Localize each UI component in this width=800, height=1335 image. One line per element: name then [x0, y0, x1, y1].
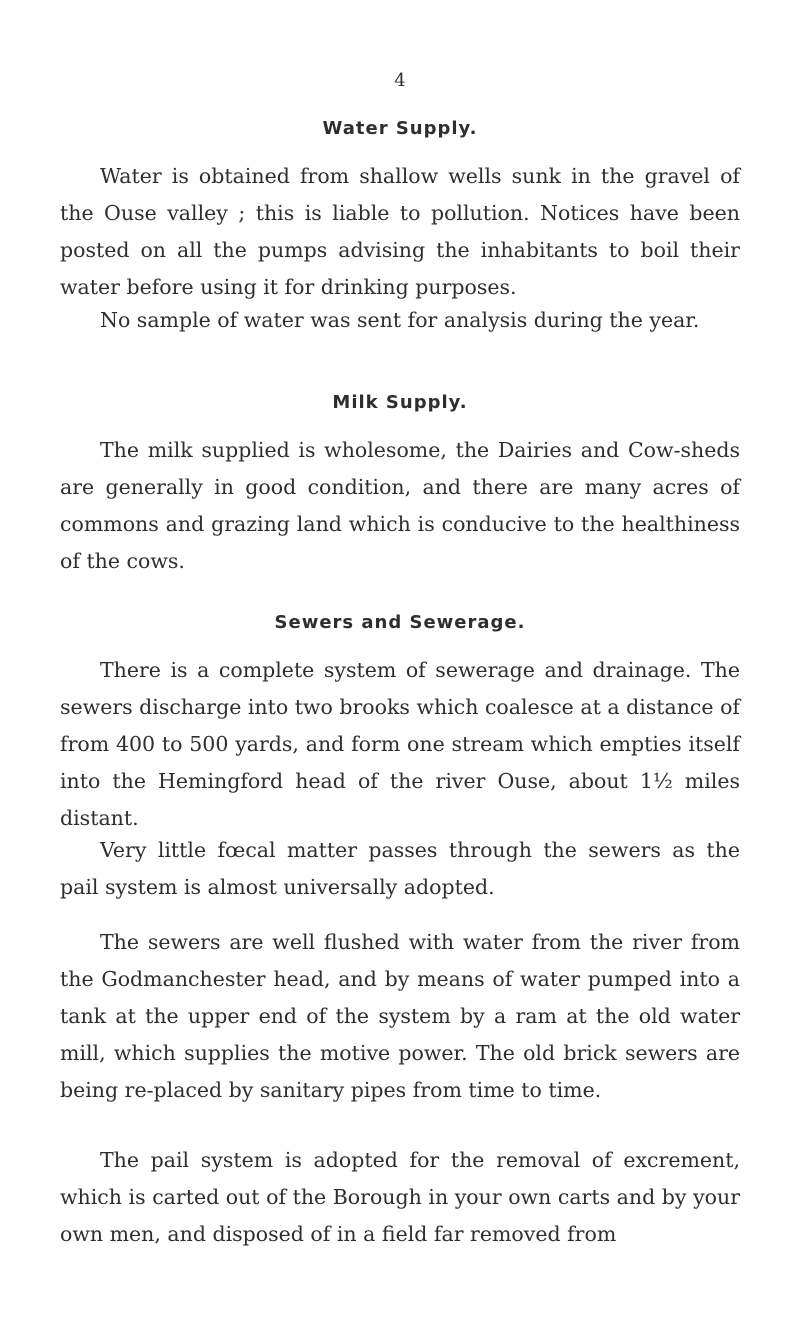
water-supply-heading: Water Supply. — [322, 118, 478, 139]
faecal-matter-paragraph: Very little fœcal matter passes through the sewers as the pail system is almost universally adopted. — [60, 838, 740, 899]
sewerage-system-paragraph: There is a complete system of sewerage and drainage. The sewers discharge into two brooks which coalesce at a distance of from 400 to 500 yards, and form one stream which empties itself into the Hemingford head of the river Ouse, about 1½ miles distant. — [60, 658, 740, 830]
milk-supply-paragraph: The milk supplied is wholesome, the Dairies and Cow-sheds are generally in good condition, and there are many acres of commons and grazing land which is conducive to the healthiness of the cows. — [60, 438, 740, 573]
sewers-heading: Sewers and Sewerage. — [274, 612, 526, 633]
water-supply-paragraph: Water is obtained from shallow wells sunk in the gravel of the Ouse valley ; this is liable to pollution. Notices have been posted on all the pumps advising the inhabitants to boil their water before using it for drinking purposes. — [60, 164, 740, 299]
pail-system-paragraph: The pail system is adopted for the removal of excrement, which is carted out of the Borough in your own carts and by your own men, and disposed of in a field far removed from — [60, 1148, 740, 1246]
water-analysis-paragraph: No sample of water was sent for analysis during the year. — [100, 308, 700, 332]
page-number: 4 — [394, 70, 406, 91]
sewer-flushing-paragraph: The sewers are well flushed with water from the river from the Godmanchester head, and by means of water pumped into a tank at the upper end of the system by a ram at the old water mill, which supplies the motive power. The old brick sewers are being re-placed by sanitary pipes from time to time. — [60, 930, 740, 1102]
milk-supply-heading: Milk Supply. — [332, 392, 468, 413]
